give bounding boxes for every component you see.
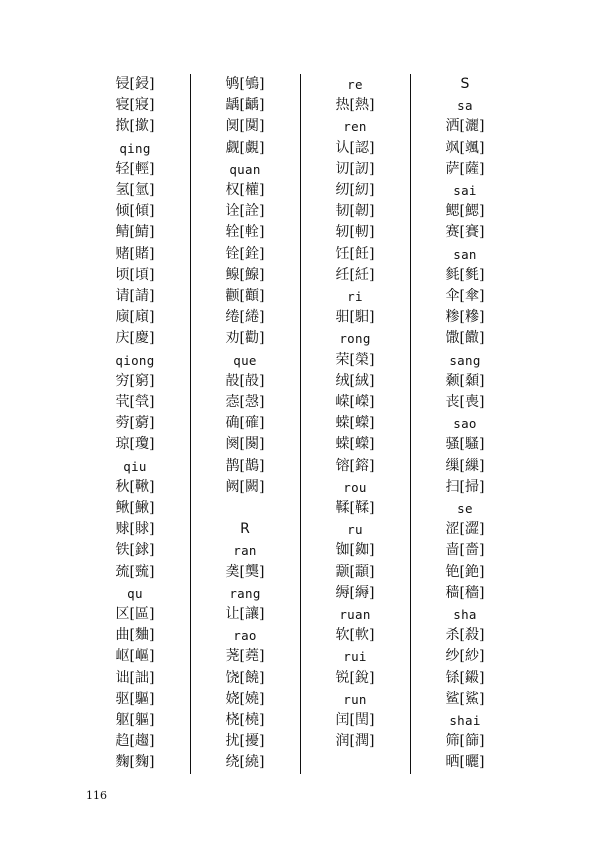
char-entry: 软[軟] (335, 627, 375, 644)
char-entry: 倾[傾] (115, 203, 155, 220)
char-entry: 丧[喪] (445, 394, 485, 410)
char-entry: 韧[韌] (335, 203, 375, 220)
pinyin-heading: que (233, 352, 257, 368)
column-1 (80, 74, 190, 774)
char-entry: 顷[頃] (115, 266, 155, 283)
blank-row (300, 752, 410, 773)
char-entry: 镕[鎔] (335, 457, 375, 474)
pinyin-heading: san (453, 246, 477, 262)
letter-heading: S (460, 76, 470, 92)
column-4 (410, 74, 520, 774)
char-entry: 洒[灑] (445, 118, 485, 135)
char-entry: 鳈[鰁] (225, 266, 265, 283)
char-entry: 缫[繅] (445, 457, 485, 474)
char-entry: 阒[闃] (225, 118, 265, 135)
letter-heading: R (240, 521, 250, 538)
char-entry: 晒[曬] (445, 754, 485, 771)
char-entry: 鳅[鰍] (115, 500, 155, 516)
char-entry: 诎[詘] (115, 669, 155, 686)
char-entry: 穑[穡] (445, 584, 485, 601)
char-entry: 区[區] (115, 606, 155, 622)
pinyin-heading: rao (233, 628, 257, 644)
pinyin-heading: ru (347, 522, 363, 538)
char-entry: 杀[殺] (445, 627, 485, 644)
char-entry: 寝[寢] (115, 97, 155, 114)
pinyin-heading: rui (343, 649, 367, 665)
char-entry: 馓[饊] (445, 330, 485, 347)
char-entry: 诠[詮] (225, 203, 265, 220)
char-entry: 赛[賽] (445, 224, 485, 241)
char-entry: 轫[軔] (335, 224, 375, 241)
char-entry: 扰[擾] (225, 733, 265, 750)
char-entry: 颥[顬] (335, 563, 375, 580)
char-entry: 缛[縟] (335, 584, 375, 601)
pinyin-heading: ruan (339, 607, 371, 622)
pinyin-heading: ran (233, 543, 257, 559)
char-entry: 萨[薩] (445, 160, 485, 177)
char-entry: 鳃[鰓] (445, 203, 485, 220)
char-entry: 铁[銶] (115, 542, 155, 559)
pinyin-heading: sa (457, 98, 473, 114)
char-entry: 鲨[鯊] (445, 690, 485, 707)
char-entry: 涩[澀] (445, 521, 485, 538)
char-entry: 请[請] (115, 288, 155, 304)
char-entry: 纱[紗] (445, 648, 485, 665)
pinyin-heading: sao (453, 416, 477, 432)
char-entry: 铷[銣] (335, 542, 375, 559)
pinyin-heading: run (343, 691, 367, 707)
char-entry: 铯[銫] (445, 563, 485, 580)
pinyin-heading: rou (343, 479, 367, 495)
char-entry: 曲[麯] (115, 627, 155, 644)
column-3 (300, 74, 410, 774)
char-entry: 劝[勸] (225, 330, 265, 347)
char-entry: 悫[愨] (225, 394, 265, 410)
char-entry: 琼[瓊] (115, 436, 155, 453)
char-entry: 岖[嶇] (115, 648, 155, 665)
pinyin-heading: sha (453, 607, 477, 622)
pinyin-heading: qiong (115, 352, 155, 368)
char-entry: 毵[毿] (445, 266, 485, 283)
char-entry: 闰[閏] (335, 712, 375, 728)
char-entry: 纫[紉] (335, 182, 375, 198)
character-table (80, 74, 520, 774)
pinyin-heading: ri (347, 289, 363, 304)
char-entry: 嵘[嶸] (335, 394, 375, 410)
char-entry: 㱿[㱿] (225, 372, 265, 389)
char-entry: 锓[鋟] (115, 76, 155, 92)
char-entry: 确[確] (225, 415, 265, 432)
char-entry: 鞣[鞣] (335, 500, 375, 516)
char-entry: 铨[銓] (225, 245, 265, 262)
pinyin-heading: sang (449, 352, 481, 368)
char-entry: 辁[輇] (225, 224, 265, 241)
char-entry: 骚[騷] (445, 436, 485, 453)
pinyin-heading: rang (229, 585, 261, 601)
char-entry: 阕[闋] (225, 436, 265, 453)
char-entry: 讱[訒] (335, 160, 375, 177)
char-entry: 龋[齲] (225, 97, 265, 114)
char-entry: 鸲[鴝] (225, 76, 265, 92)
char-entry: 荛[蕘] (225, 648, 265, 665)
char-entry: 铩[鎩] (445, 669, 485, 686)
char-entry: 驱[驅] (115, 690, 155, 707)
char-entry: 赇[賕] (115, 521, 155, 538)
char-entry: 让[讓] (225, 606, 265, 622)
char-entry: 驲[馹] (335, 309, 375, 326)
char-entry: 庼[廎] (115, 309, 155, 326)
char-entry: 蝾[蠑] (335, 415, 375, 432)
blank-row (190, 498, 300, 519)
char-entry: 权[權] (225, 182, 265, 198)
char-entry: 纴[紝] (335, 266, 375, 283)
char-entry: 桡[橈] (225, 712, 265, 728)
pinyin-heading: re (347, 77, 363, 92)
char-entry: 巯[巰] (115, 563, 155, 580)
pinyin-heading: qing (119, 140, 151, 156)
pinyin-heading: qu (127, 585, 143, 601)
char-entry: 䓖[藭] (115, 415, 155, 432)
char-entry: 润[潤] (335, 733, 375, 750)
char-entry: 飒[颯] (445, 139, 485, 156)
char-entry: 穷[窮] (115, 372, 155, 389)
char-entry: 鹊[鵲] (225, 457, 265, 474)
char-entry: 娆[嬈] (225, 690, 265, 707)
pinyin-heading: rong (339, 331, 371, 347)
char-entry: 扫[掃] (445, 478, 485, 495)
char-entry: 蝾[蠑] (335, 436, 375, 453)
char-entry: 啬[嗇] (445, 542, 485, 559)
char-entry: 饶[饒] (225, 669, 265, 686)
char-entry: 锐[銳] (335, 669, 375, 686)
char-entry: 颧[顴] (225, 288, 265, 304)
char-entry: 筛[篩] (445, 733, 485, 750)
pinyin-heading: se (457, 501, 473, 516)
char-entry: 饪[飪] (335, 245, 375, 262)
char-entry: 趋[趨] (115, 733, 155, 750)
pinyin-heading: shai (449, 713, 481, 728)
pinyin-heading: qiu (123, 458, 147, 474)
char-entry: 氢[氫] (115, 182, 155, 198)
page-number: 116 (86, 789, 107, 802)
char-entry: 阙[闕] (225, 478, 265, 495)
char-entry: 轻[輕] (115, 160, 155, 177)
char-entry: 揿[撳] (115, 118, 155, 135)
pinyin-heading: quan (229, 161, 261, 177)
char-entry: 热[熱] (335, 97, 375, 114)
pinyin-heading: ren (343, 119, 367, 135)
char-entry: 绻[綣] (225, 309, 265, 326)
char-entry: 荣[榮] (335, 351, 375, 368)
char-entry: 秋[鞦] (115, 478, 155, 495)
pinyin-heading: sai (453, 183, 477, 198)
char-entry: 颡[顙] (445, 372, 485, 389)
column-2 (190, 74, 300, 774)
char-entry: 绒[絨] (335, 372, 375, 389)
char-entry: 糁[糝] (445, 309, 485, 326)
char-entry: 鲭[鯖] (115, 224, 155, 241)
char-entry: 麴[麴] (115, 754, 155, 771)
char-entry: 躯[軀] (115, 712, 155, 728)
char-entry: 䶮[龑] (225, 563, 265, 580)
char-entry: 绕[繞] (225, 754, 265, 771)
char-entry: 觑[覷] (225, 139, 265, 156)
char-entry: 认[認] (335, 139, 375, 156)
char-entry: 赌[賭] (115, 245, 155, 262)
char-entry: 庆[慶] (115, 330, 155, 347)
char-entry: 茕[煢] (115, 394, 155, 410)
char-entry: 伞[傘] (445, 288, 485, 304)
